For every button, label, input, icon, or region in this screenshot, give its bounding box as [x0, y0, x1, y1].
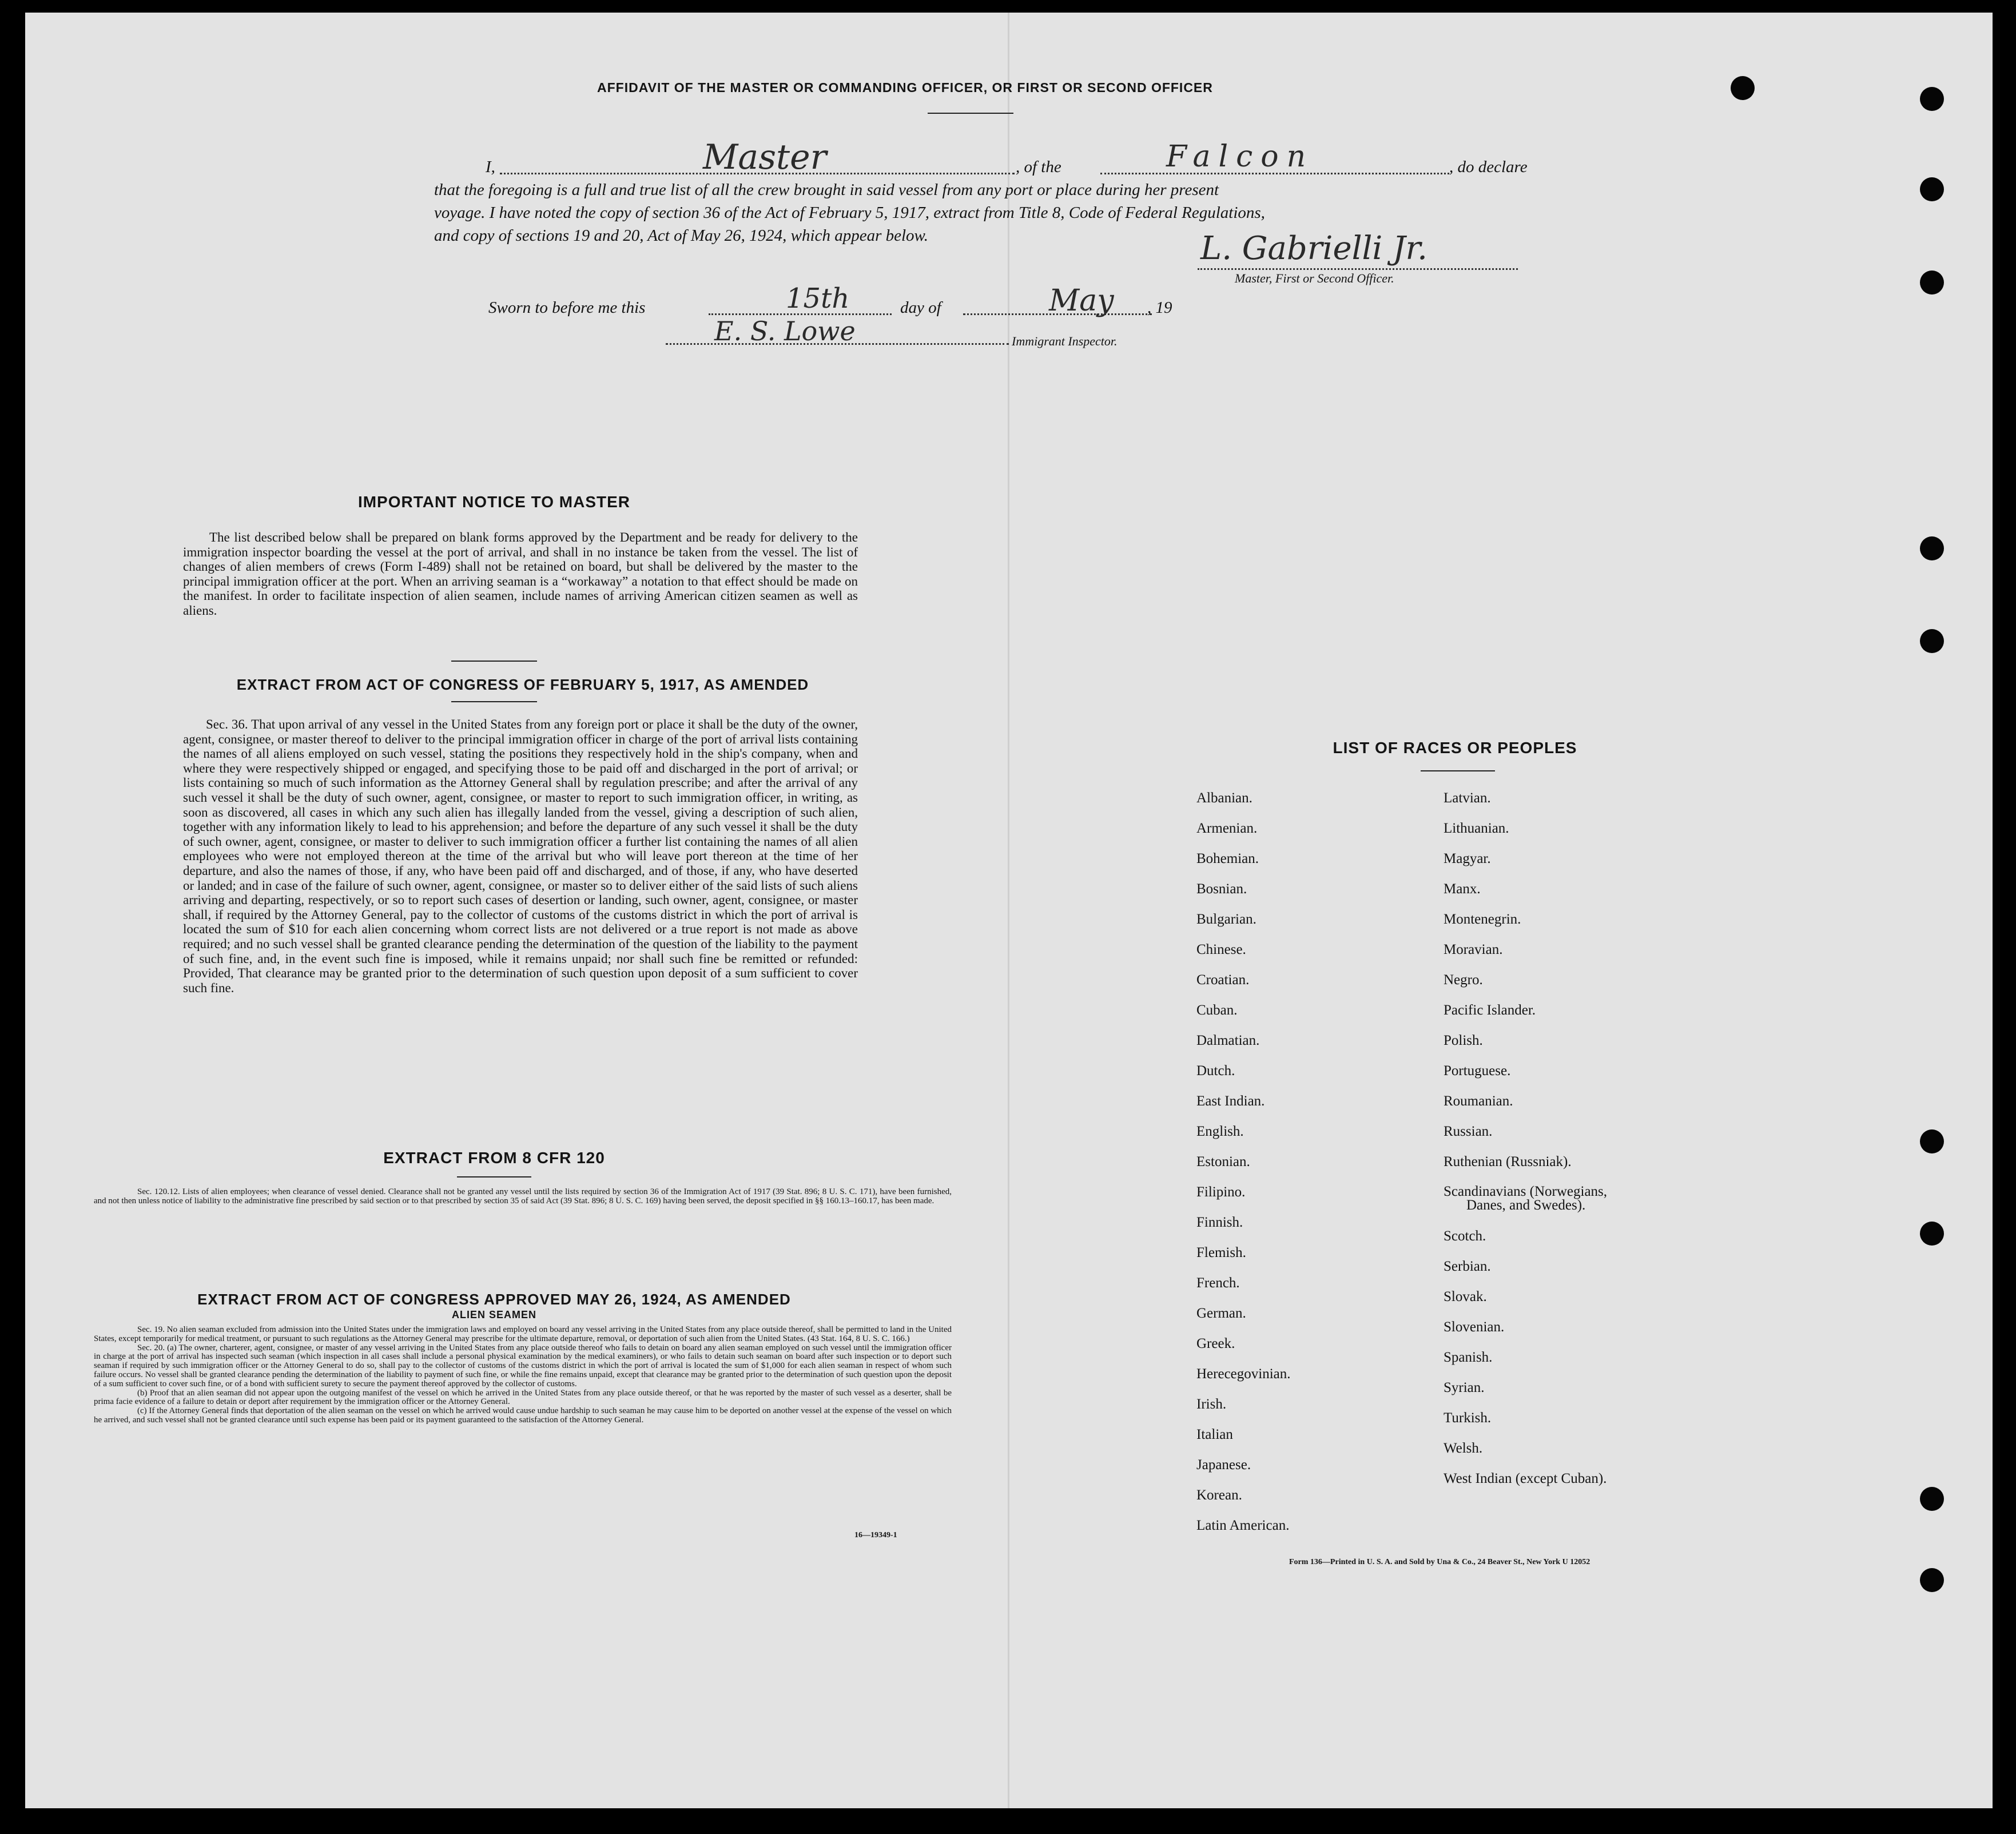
binder-hole: [1920, 177, 1944, 201]
race-item: Moravian.: [1444, 942, 1503, 957]
race-item: Manx.: [1444, 881, 1481, 897]
sworn-line: [25, 283, 1993, 321]
races-right-column: [1444, 783, 1607, 1494]
binder-hole: [1920, 536, 1944, 560]
race-item: Pacific Islander.: [1444, 1002, 1536, 1018]
affidavit-body-line-3: and copy of sections 19 and 20, Act of May 26, 1924, which appear below.: [434, 226, 928, 245]
race-item: Greek.: [1196, 1336, 1235, 1351]
sec-20a-paragraph: Sec. 20. (a) The owner, charterer, agent, consignee, or master of any vessel arriving in the United States from any place outside thereof who fails to detain on board any alien seaman employed on such vessel until the immigration officer in charge at the port of arrival has inspected such seaman (which inspection in all cases shall include a personal physical examination by the medical examiners), or who fails to detain such seaman on board after such inspection or to deport such seaman if required by such immigration officer or the Attorney General to do so, shall pay to the collector of customs of the customs district in which the port of arrival is located the sum of $1,000 for each alien seaman in respect of whom such failure occurs. No vessel shall be granted clearance pending the determination of the liability to payment of such fine, or while the fine remains unpaid, except that clearance may be granted prior to the determination of such question upon the deposit of a sum sufficient to cover such fine, or of a bond with sufficient surety to secure the payment thereof approved by the collector of customs.: [94, 1343, 952, 1389]
month-handwritten: May: [1049, 284, 1114, 318]
race-item: Albanian.: [1196, 790, 1252, 806]
cfr-heading: EXTRACT FROM 8 CFR 120: [383, 1149, 605, 1167]
race-item: Roumanian.: [1444, 1093, 1513, 1109]
alien-seamen-subheading: ALIEN SEAMEN: [451, 1309, 536, 1320]
race-item: Croatian.: [1196, 972, 1250, 988]
race-item: Dalmatian.: [1196, 1033, 1260, 1048]
race-item: Lithuanian.: [1444, 821, 1509, 836]
race-item: Turkish.: [1444, 1410, 1492, 1426]
race-item: Slovak.: [1444, 1289, 1487, 1304]
race-item: Magyar.: [1444, 851, 1491, 866]
sworn-prefix: Sworn to before me this: [488, 299, 646, 317]
race-item: Cuban.: [1196, 1002, 1238, 1018]
race-item: Danes, and Swedes).: [1466, 1198, 1586, 1213]
affidavit-heading-rule: [928, 113, 1013, 114]
sec-19-paragraph: Sec. 19. No alien seaman excluded from admission into the United States under the immigration laws and employed on board any vessel arriving in the United States from any place outside thereof, shall be permitted to land in the United States, except temporarily for medical treatment, or pursuant to such regulations as the Attorney General may prescribe for the ultimate departure, removal, or deportation of such alien from the United States. (43 Stat. 164, 8 U. S. C. 166.): [94, 1325, 952, 1343]
race-item: Irish.: [1196, 1397, 1227, 1412]
do-declare-label: , do declare: [1449, 158, 1528, 176]
races-left-column: [1196, 783, 1291, 1541]
race-item: West Indian (except Cuban).: [1444, 1471, 1607, 1486]
i-label: I,: [486, 158, 495, 176]
binder-hole: [1920, 1222, 1944, 1246]
race-item: Armenian.: [1196, 821, 1258, 836]
inspector-signature: E. S. Lowe: [714, 316, 856, 347]
race-item: Herecegovinian.: [1196, 1366, 1291, 1382]
race-item: Japanese.: [1196, 1457, 1251, 1473]
extract-1917-heading: EXTRACT FROM ACT OF CONGRESS OF FEBRUARY 5, 1917, AS AMENDED: [236, 676, 809, 693]
race-item: Portuguese.: [1444, 1063, 1511, 1079]
binder-hole: [1920, 87, 1944, 111]
affidavit-heading: AFFIDAVIT OF THE MASTER OR COMMANDING OFFICER, OR FIRST OR SECOND OFFICER: [597, 80, 1213, 95]
race-item: Dutch.: [1196, 1063, 1235, 1079]
race-item: Finnish.: [1196, 1215, 1243, 1230]
race-item: Bohemian.: [1196, 851, 1259, 866]
sec-20b-paragraph: (b) Proof that an alien seaman did not appear upon the outgoing manifest of the vessel on which he arrived in the United States from any place outside thereof, or that he was reported by the master of such vessel as a deserter, shall be prima facie evidence of a failure to detain or deport after requirement by the immigration officer or the Attorney General.: [94, 1388, 952, 1407]
sec-20c-paragraph: (c) If the Attorney General finds that deportation of the alien seaman on the vessel on which he arrived would cause undue hardship to such seaman he may cause him to be deported on another vessel at the expense of the vessel on which he arrived, and such vessel shall not be granted clearance until such expense has been paid or its payment guaranteed to the satisfaction of the Attorney General.: [94, 1406, 952, 1425]
race-item: Bulgarian.: [1196, 912, 1256, 927]
year-prefix: , 19: [1147, 299, 1172, 317]
cfr-rule: [457, 1176, 531, 1177]
notice-paragraph: The list described below shall be prepared on blank forms approved by the Department and be ready for delivery to the immigration inspector boarding the vessel at the port of arrival, and shall in no instance be taken from the vessel. The list of changes of alien members of crews (Form I-489) shall not be retained on board, but shall be delivered by the master to the principal immigration officer at the port. When an arriving seaman is a “workaway” a notation to that effect should be made on the manifest. In order to facilitate inspection of alien seamen, include names of arriving American citizen seamen as well as aliens.: [183, 530, 858, 618]
extract-1917-rule: [451, 701, 537, 702]
printer-footer: Form 136—Printed in U. S. A. and Sold by Una & Co., 24 Beaver St., New York U 12052: [1289, 1558, 1590, 1566]
inspector-caption: Immigrant Inspector.: [1012, 334, 1118, 348]
master-handwritten: Master: [703, 137, 827, 177]
binder-hole: [1920, 1487, 1944, 1511]
affidavit-declaration-line: [25, 137, 1993, 178]
races-heading: LIST OF RACES OR PEOPLES: [1333, 739, 1577, 757]
race-item: Bosnian.: [1196, 881, 1247, 897]
binder-hole: [1920, 1129, 1944, 1153]
race-item: Russian.: [1444, 1124, 1493, 1139]
section-36-paragraph: Sec. 36. That upon arrival of any vessel in the United States from any foreign port or place it shall be the duty of the owner, agent, consignee, or master thereof to deliver to the principal immigration officer in charge of the port of arrival lists containing the names of all aliens employed on such vessel, stating the positions they respectively hold in the ship's company, when and where they were respectively shipped or engaged, and specifying those to be paid off and discharged in the port of arrival; or lists containing so much of such information as the Attorney General shall by regulation prescribe; and after the arrival of any such vessel it shall be the duty of such owner, agent, consignee, or master to report to such immigration officer, in writing, as soon as discovered, all cases in which any such alien has illegally landed from the vessel, giving a description of such alien, together with any information likely to lead to his apprehension; and before the departure of any such vessel it shall be the duty of such owner, agent, consignee, or master to deliver to such immigration officer a further list containing the names of all alien employees who were not employed thereon at the time of the arrival but who will leave port thereon at the time of her departure, and also the names of those, if any, who have been paid off and discharged, and of those, if any, who have deserted or landed; and in case of the failure of such owner, agent, consignee, or master so to deliver either of the said lists of such aliens arriving and departing, respectively, or so to report such cases of desertion or landing, such owner, agent, consignee, or master shall, if required by the Attorney General, pay to the collector of customs of the customs district in which the port of arrival is located the sum of $10 for each alien concerning whom correct lists are not delivered or a true report is not made as above required; and no such vessel shall be granted clearance pending the determination of the question of the liability to the payment of such fine, and, in the event such fine is imposed, while it remains unpaid; nor shall such fine be remitted or refunded: Provided, That clearance may be granted prior to the determination of such question upon deposit of a sum sufficient to cover such fine.: [183, 717, 858, 995]
race-item: Italian: [1196, 1427, 1233, 1442]
race-item: German.: [1196, 1306, 1246, 1321]
notice-rule: [451, 661, 537, 662]
sec-120-12-paragraph: Sec. 120.12. Lists of alien employees; when clearance of vessel denied. Clearance shall not be granted any vessel until the lists required by section 36 of the Immigration Act of 1917 (39 Stat. 896; 8 U. S. C. 171), have been furnished, and not then unless notice of liability to the administrative fine prescribed by said section or to that prescribed by section 35 of said Act (39 Stat. 896; 8 U. S. C. 169) having been served, the deposit specified in §§ 160.13–160.17, has been made.: [94, 1187, 952, 1206]
binder-hole: [1920, 629, 1944, 653]
binder-hole: [1920, 270, 1944, 295]
race-item: English.: [1196, 1124, 1244, 1139]
extract-1924-text: [94, 1326, 952, 1425]
signature-caption: Master, First or Second Officer.: [1235, 271, 1394, 285]
day-label: day of: [900, 299, 941, 317]
race-item: French.: [1196, 1275, 1240, 1291]
notice-text: [183, 530, 858, 618]
extract-1924-heading: EXTRACT FROM ACT OF CONGRESS APPROVED MAY 26, 1924, AS AMENDED: [197, 1291, 791, 1308]
notice-heading: IMPORTANT NOTICE TO MASTER: [357, 493, 631, 511]
race-item: Polish.: [1444, 1033, 1483, 1048]
race-item: Syrian.: [1444, 1380, 1485, 1395]
race-item: Latin American.: [1196, 1518, 1290, 1533]
form-code: 16—19349-1: [854, 1531, 897, 1539]
race-item: Welsh.: [1444, 1441, 1483, 1456]
races-rule: [1421, 770, 1495, 771]
race-item: Korean.: [1196, 1487, 1242, 1503]
cfr-text: [94, 1187, 952, 1206]
document-page: [25, 13, 1993, 1808]
race-item: Spanish.: [1444, 1350, 1493, 1365]
race-item: East Indian.: [1196, 1093, 1265, 1109]
binder-hole: [1920, 1568, 1944, 1592]
affidavit-body-line-2: voyage. I have noted the copy of section 36 of the Act of February 5, 1917, extract from Title 8, Code of Federal Regulations,: [434, 204, 1265, 222]
signature-line: [1198, 268, 1518, 270]
of-the-label: , of the: [1016, 158, 1061, 176]
race-item: Montenegrin.: [1444, 912, 1521, 927]
race-item: Filipino.: [1196, 1184, 1246, 1200]
race-item: Scotch.: [1444, 1228, 1486, 1244]
vessel-handwritten: Falcon: [1166, 140, 1314, 174]
race-item: Estonian.: [1196, 1154, 1250, 1169]
race-item: Negro.: [1444, 972, 1483, 988]
day-handwritten: 15th: [786, 283, 850, 315]
affidavit-body-line-1: that the foregoing is a full and true list of all the crew brought in said vessel from any port or place during her present: [434, 181, 1219, 199]
race-item: Ruthenian (Russniak).: [1444, 1154, 1572, 1169]
race-item: Latvian.: [1444, 790, 1491, 806]
page-fold: [1008, 13, 1009, 1808]
race-item: Serbian.: [1444, 1259, 1491, 1274]
binder-hole: [1731, 76, 1755, 100]
race-item: Scandinavians (Norwegians,: [1444, 1184, 1608, 1199]
extract-1917-text: [183, 717, 858, 995]
race-item: Chinese.: [1196, 942, 1246, 957]
race-item: Slovenian.: [1444, 1319, 1505, 1335]
race-item: Flemish.: [1196, 1245, 1246, 1260]
master-signature: L. Gabrielli Jr.: [1200, 230, 1427, 267]
